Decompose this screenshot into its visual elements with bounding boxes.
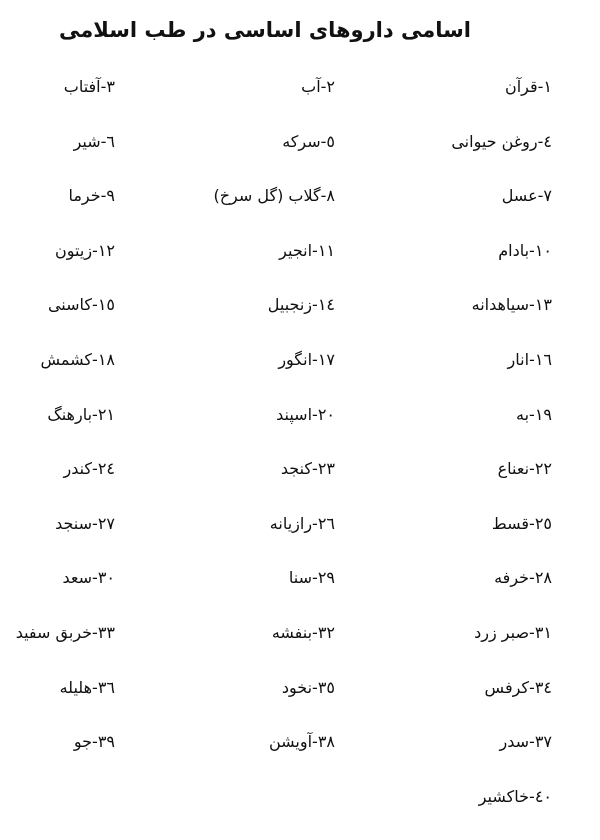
- list-row: [0, 622, 600, 677]
- list-row: [0, 404, 600, 459]
- list-item: ۳٥-نخود: [281, 677, 335, 697]
- list-item: ۳٤-کرفس: [484, 677, 552, 697]
- list-item: ۳۷-سدر: [499, 732, 552, 752]
- list-item: ۱۳-سیاهدانه: [471, 295, 552, 315]
- list-item: ۲۰-اسپند: [276, 404, 335, 424]
- list-item: ۹-خرما: [68, 186, 115, 206]
- list-item: ۱٥-کاسنی: [47, 295, 115, 315]
- list-item: ۲-آب: [301, 77, 335, 96]
- list-item: ۱۸-کشمش: [40, 349, 115, 369]
- list-item: ۳۱-صبر زرد: [474, 622, 552, 642]
- list-item: ۲٥-قسط: [491, 513, 552, 533]
- list-item: ۱۹-به: [516, 404, 552, 424]
- list-item: ۷-عسل: [501, 186, 552, 206]
- list-row: [0, 240, 600, 295]
- list-row: [0, 731, 600, 786]
- list-row: [0, 185, 600, 240]
- list-item: ٥-سرکه: [282, 131, 335, 151]
- list-item: ۳۹-جو: [73, 732, 115, 752]
- list-item: ۲۱-بارهنگ: [47, 404, 115, 424]
- list-item: ۱۲-زیتون: [55, 240, 115, 260]
- page-title: اسامی داروهای اساسی در طب اسلامی: [59, 18, 471, 42]
- list-item: ٤۰-خاکشیر: [478, 786, 552, 806]
- list-row: [0, 513, 600, 568]
- list-item: ۳٦-هلیله: [59, 677, 115, 697]
- list-row: [0, 567, 600, 622]
- list-row: [0, 458, 600, 513]
- list-item: ۲۹-سنا: [288, 568, 335, 588]
- list-item: ۲٤-کندر: [63, 459, 115, 479]
- list-item: ۲۷-سنجد: [55, 513, 115, 533]
- list-item: ٦-شیر: [73, 131, 115, 151]
- list-item: ۱٦-انار: [507, 349, 552, 369]
- list-item: ۱۰-بادام: [498, 240, 552, 260]
- list-item: ٤-روغن حیوانی: [451, 131, 552, 151]
- list-item: ۱۱-انجیر: [279, 240, 335, 260]
- list-item: ۳۸-آویشن: [268, 732, 335, 752]
- list-row: [0, 294, 600, 349]
- list-item: ۱٤-زنجبیل: [267, 295, 335, 315]
- remedy-list: [0, 76, 600, 840]
- list-item: ۳۳-خربق سفید: [15, 622, 115, 642]
- list-item: ۳-آفتاب: [63, 77, 115, 96]
- list-row: [0, 786, 600, 840]
- list-row: [0, 131, 600, 186]
- list-item: ۱۷-انگور: [278, 349, 335, 369]
- list-item: ۲۳-کنجد: [280, 459, 335, 479]
- list-item: ۳۲-بنفشه: [271, 622, 335, 642]
- list-item: ۱-قرآن: [504, 77, 552, 96]
- list-row: [0, 76, 600, 131]
- list-item: ۲۲-نعناع: [497, 459, 552, 479]
- list-item: ۸-گلاب (گل سرخ): [213, 186, 335, 206]
- list-item: ۳۰-سعد: [62, 568, 115, 588]
- list-row: [0, 349, 600, 404]
- list-item: ۲۸-خرفه: [494, 568, 552, 588]
- list-row: [0, 677, 600, 732]
- list-item: ۲٦-رازیانه: [269, 513, 335, 533]
